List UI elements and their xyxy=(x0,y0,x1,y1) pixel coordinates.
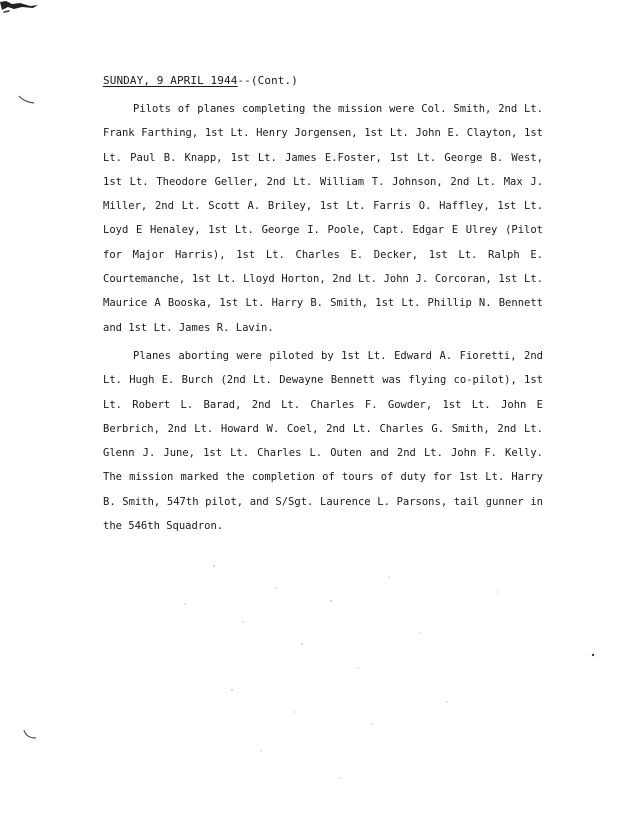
paragraph-text: Pilots of planes completing the mission were Col. Smith, 2nd Lt. Frank Farthing, 1st Lt. Henry Jorgensen, 1st Lt. John E. Clayton, 1st Lt. Paul B. Knapp, 1st Lt. James E.Foster, 1st Lt. George B. West, 1st Lt. Theodore Geller, 2nd Lt. William T. Johnson, 2nd Lt. Max J. Miller, 2nd Lt. Scott A. Briley, 1st Lt. Farris O. Haffley, 1st Lt. Loyd E Henaley, 1st Lt. George I. Poole, Capt. Edgar E Ulrey (Pilot for Major Harris), 1st Lt. Charles E. Decker, 1st Lt. Ralph E. Courtemanche, 1st Lt. Lloyd Horton, 2nd Lt. John J. Corcoran, 1st Lt. Maurice A Booska, 1st Lt. Harry B. Smith, 1st Lt. Phillip N. Bennett and 1st Lt. James R. Lavin. xyxy=(103,103,543,334)
scan-artifact-corner xyxy=(0,0,40,14)
margin-pencil-mark-bottom xyxy=(22,728,40,740)
heading-date: SUNDAY, 9 APRIL 1944 xyxy=(103,74,238,87)
heading-continued: --(Cont.) xyxy=(237,74,298,87)
margin-pencil-mark-top xyxy=(18,94,36,106)
page-heading xyxy=(103,74,298,87)
paragraph-completing-pilots xyxy=(103,97,543,340)
paragraph-text: Planes aborting were piloted by 1st Lt. Edward A. Fioretti, 2nd Lt. Hugh E. Burch (2nd Lt. Dewayne Bennett was flying co-pilot), 1st Lt. Robert L. Barad, 2nd Lt. Charles F. Gowder, 1st Lt. John E Berbrich, 2nd Lt. Howard W. Coel, 2nd Lt. Charles G. Smith, 2nd Lt. Glenn J. June, 1st Lt. Charles L. Outen and 2nd Lt. John F. Kelly. The mission marked the completion of tours of duty for 1st Lt. Harry B. Smith, 547th pilot, and S/Sgt. Laurence L. Parsons, tail gunner in the 546th Squadron. xyxy=(103,350,543,533)
paragraph-aborting-pilots xyxy=(103,344,543,538)
